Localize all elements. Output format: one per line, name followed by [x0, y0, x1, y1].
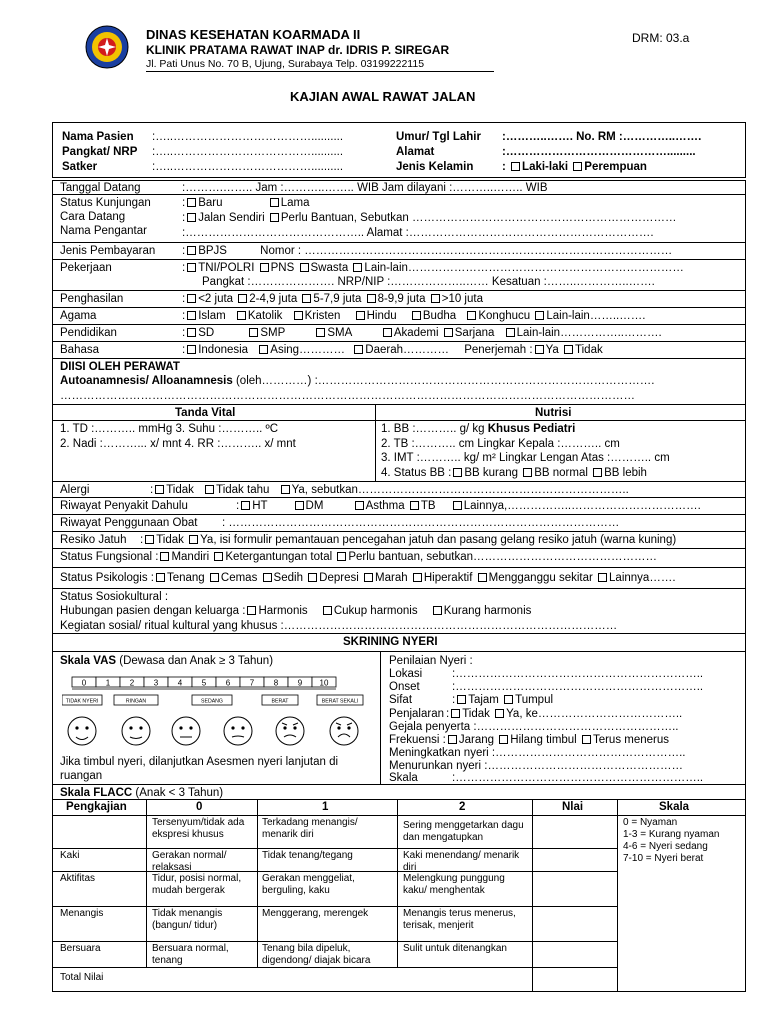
checkbox-p2[interactable] — [238, 294, 247, 303]
flacc-scale-0: 0 = Nyaman — [623, 817, 678, 828]
checkbox-laki[interactable] — [511, 162, 520, 171]
checkbox-bb-normal[interactable] — [523, 468, 532, 477]
field-anamnesis-cont[interactable]: …………………………………………………………………………………………………………………………………… — [60, 390, 635, 402]
status-sosiokultural-title: Status Sosiokultural : — [60, 591, 169, 603]
checkbox-bpjs[interactable] — [187, 246, 196, 255]
flacc-row-4-c2: Menangis terus menerus, terisak, menjerit — [403, 908, 516, 931]
svg-text:RINGAN: RINGAN — [125, 698, 147, 705]
field-onset[interactable]: :……………………………………………………….. — [452, 681, 704, 693]
label-jenis-kelamin: Jenis Kelamin — [396, 161, 474, 173]
field-kegiatan-sosial[interactable]: Kegiatan sosial/ ritual kultural yang khusus :…………………………………………………………………………… — [60, 620, 618, 632]
label-pangkat-nrp: Pangkat/ NRP — [62, 146, 138, 158]
checkbox-tajam[interactable] — [457, 695, 466, 704]
label-alergi: Alergi — [60, 484, 90, 496]
section-diisi-perawat: DIISI OLEH PERAWAT — [60, 361, 180, 373]
flacc-header-pengkajian: Pengkajian — [66, 801, 127, 813]
sifat-options: : Tajam Tumpul — [452, 694, 554, 706]
checkbox-akademi[interactable] — [383, 328, 392, 337]
flacc-row-1-c0: Tersenyum/tidak ada ekspresi khusus — [152, 817, 245, 840]
pekerjaan-options: : TNI/POLRI PNS Swasta Lain-lain……………………………………………………………… — [182, 262, 684, 274]
checkbox-resiko-tidak[interactable] — [145, 535, 154, 544]
pendidikan-options: : SD SMP SMA Akademi Sarjana Lain-lain……………..………. — [182, 327, 662, 339]
flacc-row-3-c2: Melengkung punggung kaku/ menghentak — [403, 873, 505, 896]
checkbox-perlu-bantuan-fungsional[interactable] — [337, 552, 346, 561]
alergi-options: : Tidak Tidak tahu Ya, sebutkan…………………………………………………………….. — [150, 484, 629, 496]
label-lokasi: Lokasi — [389, 668, 423, 680]
checkbox-p4[interactable] — [367, 294, 376, 303]
checkbox-pns[interactable] — [260, 263, 269, 272]
vas-number-5 — [192, 677, 216, 688]
nutrisi-line-2[interactable]: 2. TB :……….. cm Lingkar Kepala :……….. cm — [381, 438, 620, 450]
flacc-row-2-c2: Kaki menendang/ menarik diri — [403, 850, 520, 873]
vas-number-7 — [240, 677, 264, 688]
checkbox-harmonis[interactable] — [247, 606, 256, 615]
checkbox-kurang-harmonis[interactable] — [433, 606, 442, 615]
checkbox-lain-pendidikan[interactable] — [506, 328, 515, 337]
clinic-logo — [84, 24, 130, 70]
checkbox-indonesia[interactable] — [187, 345, 196, 354]
resiko-jatuh-options: : Tidak Ya, isi formulir pemantauan pencegahan jatuh dan pasang gelang resiko jatuh (warna kuning) — [140, 534, 677, 546]
checkbox-resiko-ya[interactable] — [189, 535, 198, 544]
nutrisi-line-3[interactable]: 3. IMT :……….. kg/ m² Lingkar Lengan Atas :……….. cm — [381, 452, 670, 464]
flacc-row-5-c2: Sulit untuk ditenangkan — [403, 943, 507, 954]
label-resiko-jatuh: Resiko Jatuh — [60, 534, 127, 546]
label-nama-pasien: Nama Pasien — [62, 131, 134, 143]
svg-text:4: 4 — [177, 678, 183, 688]
checkbox-mengganggu[interactable] — [478, 573, 487, 582]
vas-number-8 — [264, 677, 288, 688]
label-satker: Satker — [62, 161, 98, 173]
svg-text:BERAT: BERAT — [271, 698, 289, 705]
vas-face-2 — [172, 717, 200, 745]
flacc-total-label: Total Nilai — [60, 972, 104, 983]
flacc-row-2-c0: Gerakan normal/ relaksasi — [152, 850, 227, 873]
flacc-row-4-c1: Menggerang, merengek — [262, 908, 369, 919]
vas-number-4 — [168, 677, 192, 688]
checkbox-baru[interactable] — [187, 198, 196, 207]
checkbox-mandiri[interactable] — [160, 552, 169, 561]
label-tanggal-datang: Tanggal Datang — [60, 182, 141, 194]
vas-face-5 — [330, 717, 358, 745]
riwayat-penyakit-options: : HT DM Asthma TB Lainnya,……………..……………………………. — [236, 500, 701, 512]
checkbox-cukup-harmonis[interactable] — [323, 606, 332, 615]
svg-text:1: 1 — [105, 678, 111, 688]
field-satker[interactable]: :…..……………………………….......... — [152, 161, 344, 173]
checkbox-tenang[interactable] — [156, 573, 165, 582]
clinic-address: Jl. Pati Unus No. 70 B, Ujung, Surabaya Telp. 03199222115 — [146, 58, 425, 70]
vas-face-1 — [122, 717, 150, 745]
checkbox-sma[interactable] — [316, 328, 325, 337]
flacc-row-5-name: Bersuara — [60, 943, 101, 954]
label-onset: Onset — [389, 681, 420, 693]
pembayaran-options: : BPJS Nomor : …………………………………………………………………………………… — [182, 245, 673, 257]
checkbox-marah[interactable] — [364, 573, 373, 582]
checkbox-tb[interactable] — [410, 501, 419, 510]
status-kunjungan-options: : Baru Lama — [182, 197, 310, 209]
penilaian-nyeri-title: Penilaian Nyeri : — [389, 655, 473, 667]
checkbox-alergi-tidak-tahu[interactable] — [205, 485, 214, 494]
tanda-vital-title: Tanda Vital — [175, 407, 236, 419]
checkbox-lain-kerja[interactable] — [353, 263, 362, 272]
vas-number-6 — [216, 677, 240, 688]
checkbox-penjalaran-ya[interactable] — [495, 709, 504, 718]
svg-text:2: 2 — [129, 678, 135, 688]
nutrisi-line-1[interactable]: 1. BB :……….. g/ kg Khusus Pediatri — [381, 423, 576, 435]
checkbox-lama[interactable] — [270, 198, 279, 207]
flacc-row-5-c0: Bersuara normal, tenang — [152, 943, 229, 966]
checkbox-p5[interactable] — [431, 294, 440, 303]
label-riwayat-obat: Riwayat Penggunaan Obat — [60, 517, 198, 529]
field-pangkat-nrp[interactable]: :…..……………………………….......... — [152, 146, 344, 158]
checkbox-katolik[interactable] — [237, 311, 246, 320]
vas-category-3 — [262, 695, 298, 705]
flacc-row-3-c0: Tidur, posisi normal, mudah bergerak — [152, 873, 242, 896]
vital-line-1[interactable]: 1. TD :……….. mmHg 3. Suhu :……….. ºC — [60, 423, 279, 435]
checkbox-ht[interactable] — [241, 501, 250, 510]
flacc-row-4-name: Menangis — [60, 908, 104, 919]
label-skala: Skala — [389, 772, 418, 784]
penjalaran-options: : Tidak Ya, ke……………………………….. — [446, 708, 683, 720]
vas-category-1 — [114, 695, 158, 705]
flacc-row-2-name: Kaki — [60, 850, 80, 861]
checkbox-sarjana[interactable] — [444, 328, 453, 337]
flacc-title: Skala FLACC (Anak < 3 Tahun) — [60, 787, 224, 799]
checkbox-penerjemah-tidak[interactable] — [564, 345, 573, 354]
checkbox-hindu[interactable] — [356, 311, 365, 320]
checkbox-depresi[interactable] — [308, 573, 317, 582]
penghasilan-options: : <2 juta 2-4,9 juta 5-7,9 juta 8-9,9 juta >10 juta — [182, 293, 483, 305]
checkbox-terus-menerus[interactable] — [582, 735, 591, 744]
checkbox-lain-agama[interactable] — [535, 311, 544, 320]
flacc-scale-3: 7-10 = Nyeri berat — [623, 853, 704, 864]
field-autoanamnesis[interactable]: (oleh…………) :……………………………………………………………………………. — [235, 375, 655, 387]
checkbox-kristen[interactable] — [294, 311, 303, 320]
checkbox-jarang[interactable] — [448, 735, 457, 744]
hubungan-keluarga-row: Hubungan pasien dengan keluarga : Harmonis Cukup harmonis Kurang harmonis — [60, 605, 532, 617]
vital-line-2[interactable]: 2. Nadi :………... x/ mnt 4. RR :……….. x/ mnt — [60, 438, 296, 450]
svg-text:6: 6 — [225, 678, 231, 688]
label-pekerjaan: Pekerjaan — [60, 262, 112, 274]
checkbox-lainnya-psikologis[interactable] — [598, 573, 607, 582]
vas-category-4 — [317, 695, 363, 705]
cara-datang-options: : Jalan Sendiri Perlu Bantuan, Sebutkan …………………………………………………………… — [182, 212, 677, 224]
checkbox-ketergantungan[interactable] — [214, 552, 223, 561]
label-alamat: Alamat — [396, 146, 435, 158]
vas-face-0 — [68, 717, 96, 745]
document-code: DRM: 03.a — [632, 31, 690, 45]
svg-text:10: 10 — [319, 678, 329, 688]
svg-text:5: 5 — [201, 678, 207, 688]
flacc-header-nilai: Nlai — [562, 801, 584, 813]
bahasa-options: : Indonesia Asing………… Daerah………… Penerjemah : Ya Tidak — [182, 344, 603, 356]
checkbox-perlu-bantuan[interactable] — [270, 213, 279, 222]
flacc-header-0: 0 — [196, 801, 203, 813]
field-riwayat-obat[interactable]: : ………………………………………………………………………………………… — [222, 517, 620, 529]
checkbox-p1[interactable] — [187, 294, 196, 303]
field-alamat[interactable]: :……………………………………......... — [502, 146, 696, 158]
checkbox-dm[interactable] — [295, 501, 304, 510]
checkbox-asthma[interactable] — [355, 501, 364, 510]
checkbox-konghucu[interactable] — [467, 311, 476, 320]
clinic-name: KLINIK PRATAMA RAWAT INAP dr. IDRIS P. SIREGAR — [146, 43, 450, 57]
field-menurunkan-nyeri[interactable]: Menurunkan nyeri :…………………………………………… — [389, 760, 683, 772]
checkbox-jalan-sendiri[interactable] — [187, 213, 196, 222]
field-nama-pasien[interactable]: :…..……………………………….......... — [152, 131, 344, 143]
checkbox-tni[interactable] — [187, 263, 196, 272]
svg-text:TIDAK NYERI: TIDAK NYERI — [65, 698, 99, 705]
org-name: DINAS KESEHATAN KOARMADA II — [146, 27, 361, 42]
skrining-nyeri-title: SKRINING NYERI — [343, 636, 438, 648]
flacc-header-1: 1 — [322, 801, 329, 813]
status-fungsional-row: Status Fungsional : Mandiri Ketergantungan total Perlu bantuan, sebutkan………………………………………… — [60, 551, 658, 563]
checkbox-perempuan[interactable] — [573, 162, 582, 171]
checkbox-bb-kurang[interactable] — [453, 468, 462, 477]
field-lokasi[interactable]: :……………………………………………………….. — [452, 668, 704, 680]
checkbox-penerjemah-ya[interactable] — [535, 345, 544, 354]
flacc-row-5-c1: Tenang bila dipeluk, digendong/ diajak bicara — [262, 943, 371, 966]
flacc-scale-1: 1-3 = Kurang nyaman — [623, 829, 720, 840]
checkbox-alergi-ya[interactable] — [281, 485, 290, 494]
checkbox-budha[interactable] — [412, 311, 421, 320]
flacc-row-1-c1: Terkadang menangis/ menarik diri — [262, 817, 358, 840]
label-sifat: Sifat — [389, 694, 413, 706]
flacc-row-1-c2: Sering menggetarkan dagu dan mengatupkan — [403, 820, 524, 843]
field-tanggal-jam[interactable]: :……….…….. Jam :………..…….. WIB Jam dilayani :………..…….. WIB — [182, 182, 548, 194]
label-agama: Agama — [60, 310, 97, 322]
label-nama-pengantar: Nama Pengantar — [60, 225, 147, 237]
flacc-scale-2: 4-6 = Nyeri sedang — [623, 841, 708, 852]
flacc-row-2-c1: Tidak tenang/tegang — [262, 850, 353, 861]
vas-number-2 — [120, 677, 144, 688]
vas-face-4 — [276, 717, 304, 745]
flacc-row-3-c1: Gerakan menggeliat, berguling, kaku — [262, 873, 355, 896]
agama-options: : Islam Katolik Kristen Hindu Budha Konghucu Lain-lain……..……. — [182, 310, 646, 322]
flacc-row-3-name: Aktifitas — [60, 873, 96, 884]
svg-text:0: 0 — [81, 678, 87, 688]
checkbox-alergi-tidak[interactable] — [155, 485, 164, 494]
vas-number-1 — [96, 677, 120, 688]
vas-number-9 — [288, 677, 312, 688]
checkbox-cemas[interactable] — [210, 573, 219, 582]
svg-text:3: 3 — [153, 678, 159, 688]
checkbox-hilang-timbul[interactable] — [499, 735, 508, 744]
vas-number-3 — [144, 677, 168, 688]
nutrisi-line-4: 4. Status BB : BB kurang BB normal BB lebih — [381, 467, 647, 479]
checkbox-hiperaktif[interactable] — [413, 573, 422, 582]
checkbox-daerah[interactable] — [354, 345, 363, 354]
field-pangkat-kesatuan[interactable]: Pangkat :…………………. NRP/NIP :………………..…… Kesatuan :……..…………..……. — [202, 276, 655, 288]
label-umur: Umur/ Tgl Lahir — [396, 131, 481, 143]
field-umur-rm[interactable]: :………..……. No. RM :…………..……. — [502, 131, 702, 143]
vas-category-2 — [192, 695, 232, 705]
label-penjalaran: Penjalaran — [389, 708, 444, 720]
field-pengantar[interactable]: :……………………………………….. Alamat :………………………………………………………. — [182, 227, 654, 239]
flacc-header-2: 2 — [459, 801, 466, 813]
frekuensi-options: Frekuensi : Jarang Hilang timbul Terus menerus — [389, 734, 670, 746]
checkbox-bb-lebih[interactable] — [593, 468, 602, 477]
label-riwayat-penyakit: Riwayat Penyakit Dahulu — [60, 500, 188, 512]
field-gejala-penyerta[interactable]: Gejala penyerta :…………………………………………….. — [389, 721, 679, 733]
field-meningkatkan-nyeri[interactable]: Meningkatkan nyeri :………………………………………….. — [389, 747, 686, 759]
checkbox-p3[interactable] — [302, 294, 311, 303]
vas-scale — [62, 673, 372, 753]
flacc-header-skala: Skala — [659, 801, 690, 813]
vas-category-0 — [62, 695, 102, 705]
svg-text:SEDANG: SEDANG — [201, 698, 223, 705]
svg-text:BERAT SEKALI: BERAT SEKALI — [321, 698, 359, 705]
checkbox-smp[interactable] — [249, 328, 258, 337]
checkbox-sedih[interactable] — [263, 573, 272, 582]
nutrisi-title: Nutrisi — [535, 407, 572, 419]
checkbox-islam[interactable] — [187, 311, 196, 320]
checkbox-penjalaran-tidak[interactable] — [451, 709, 460, 718]
checkbox-tumpul[interactable] — [504, 695, 513, 704]
svg-text:9: 9 — [297, 678, 303, 688]
jk-options: : Laki-laki Perempuan — [502, 161, 647, 173]
vas-face-3 — [224, 717, 252, 745]
autoanamnesis-row: Autoanamnesis/ Alloanamnesis (oleh…………) :……………………………………………………………………………. — [60, 375, 655, 387]
vas-number-0 — [72, 677, 96, 688]
vas-number-10 — [312, 677, 336, 688]
field-skala[interactable]: :……………………………………………………….. — [452, 772, 704, 784]
label-pendidikan: Pendidikan — [60, 327, 117, 339]
label-bahasa: Bahasa — [60, 344, 100, 356]
vas-title: Skala VAS (Dewasa dan Anak ≥ 3 Tahun) — [60, 655, 274, 667]
form-title: KAJIAN AWAL RAWAT JALAN — [290, 89, 476, 104]
vas-note-2: ruangan — [60, 770, 103, 782]
label-status-kunjungan: Status Kunjungan — [60, 197, 151, 209]
svg-text:8: 8 — [273, 678, 279, 688]
label-penghasilan: Penghasilan — [60, 293, 124, 305]
flacc-row-4-c0: Tidak menangis (bangun/ tidur) — [152, 908, 223, 931]
svg-text:7: 7 — [249, 678, 255, 688]
checkbox-sd[interactable] — [187, 328, 196, 337]
status-psikologis-row: Status Psikologis : Tenang Cemas Sedih Depresi Marah Hiperaktif Mengganggu sekitar Lainnya……. — [60, 572, 676, 584]
checkbox-swasta[interactable] — [300, 263, 309, 272]
vas-note-1: Jika timbul nyeri, dilanjutkan Asesmen nyeri lanjutan di — [60, 756, 339, 768]
checkbox-lainnya-penyakit[interactable] — [453, 501, 462, 510]
label-jenis-pembayaran: Jenis Pembayaran — [60, 245, 156, 257]
vas-scale-graphic — [62, 673, 372, 753]
label-cara-datang: Cara Datang — [60, 211, 126, 223]
checkbox-asing[interactable] — [259, 345, 268, 354]
